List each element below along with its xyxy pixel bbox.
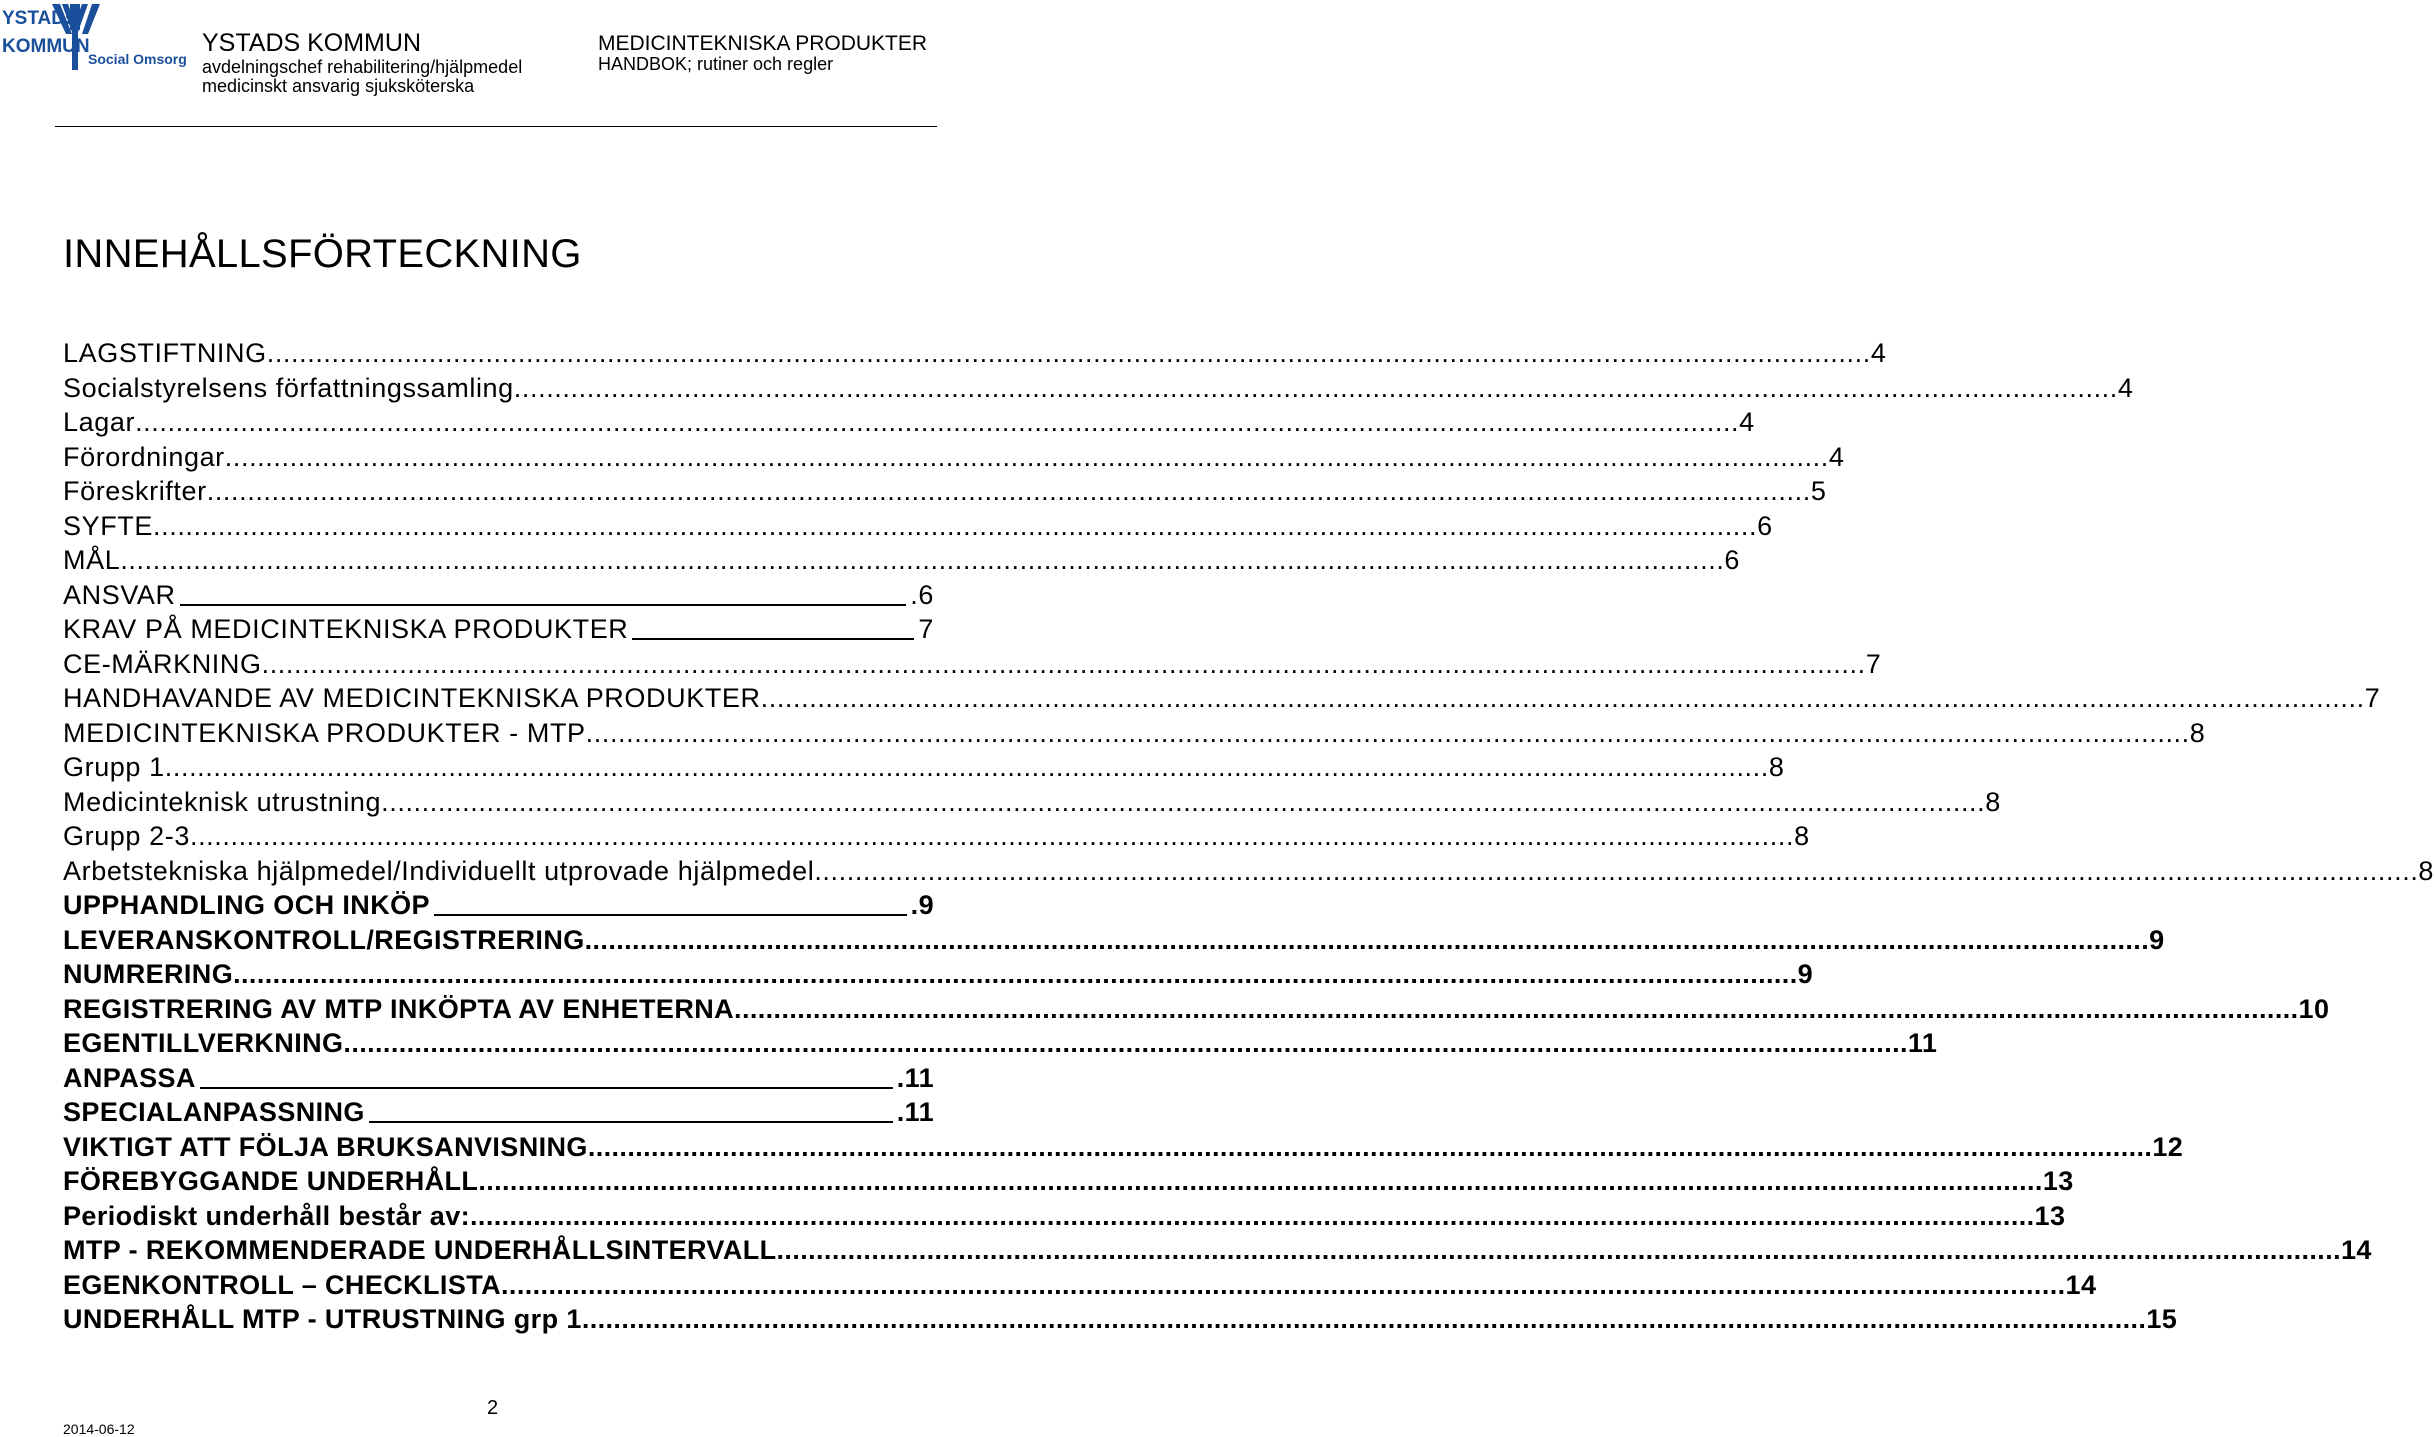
toc-entry-leader: [585, 925, 2150, 956]
toc-entry-page: 15: [2146, 1304, 2178, 1334]
toc-entry-leader: [200, 1063, 893, 1089]
org-name: YSTADS KOMMUN: [202, 29, 421, 57]
toc-entry-page: 9: [2149, 924, 2165, 955]
toc-entry-leader: [632, 614, 914, 640]
toc-entry-leader: [262, 649, 1866, 680]
role-line-1: avdelningschef rehabilitering/hjälpmedel: [202, 56, 523, 77]
toc-entry-leader: [501, 1270, 2066, 1301]
toc-entry-label: HANDHAVANDE AV MEDICINTEKNISKA PRODUKTER: [63, 683, 761, 713]
toc-entry-leader: [233, 959, 1798, 990]
table-of-contents: [63, 338, 2434, 1339]
header-divider: [55, 126, 937, 127]
toc-entry-page: 9: [1797, 959, 1814, 989]
toc-entry-leader: [777, 1235, 2342, 1266]
toc-entry-leader: [514, 373, 2118, 404]
toc-entry-label: FÖREBYGGANDE UNDERHÅLL: [63, 1166, 479, 1196]
toc-entry[interactable]: [63, 510, 1773, 546]
toc-title: INNEHÅLLSFÖRTECKNING: [63, 232, 582, 276]
toc-entry[interactable]: [63, 993, 2330, 1029]
toc-entry-leader: [734, 994, 2299, 1025]
toc-entry-label: REGISTRERING AV MTP INKÖPTA AV ENHETERNA: [63, 993, 735, 1024]
toc-entry[interactable]: [63, 683, 2381, 718]
toc-entry-page: 4: [1739, 407, 1755, 437]
logo-dept-text: Social Omsorg: [88, 51, 187, 67]
toc-entry-page: 6: [1724, 545, 1741, 575]
toc-entry[interactable]: [63, 890, 934, 925]
ystad-kommun-logo: [0, 0, 187, 76]
toc-entry[interactable]: [63, 1304, 2178, 1339]
role-line-2: medicinskt ansvarig sjuksköterska: [202, 76, 475, 97]
toc-entry[interactable]: [63, 924, 2165, 960]
toc-entry[interactable]: [63, 476, 1827, 511]
toc-entry[interactable]: [63, 1063, 934, 1098]
toc-entry-leader: [814, 856, 2418, 887]
toc-entry[interactable]: [63, 786, 2001, 822]
toc-entry-label: Förordningar: [63, 441, 225, 472]
toc-entry-page: 14: [2341, 1235, 2372, 1265]
toc-entry-leader: [761, 683, 2365, 714]
toc-entry-label: EGENTILLVERKNING: [63, 1028, 344, 1058]
logo-text-bottom: KOMMUN: [2, 36, 90, 57]
toc-entry-label: Socialstyrelsens författningssamling: [63, 372, 514, 403]
toc-entry-page: 8: [2418, 855, 2434, 886]
toc-entry-leader: [588, 1132, 2153, 1163]
toc-entry-label: LEVERANSKONTROLL/REGISTRERING: [63, 924, 585, 955]
toc-entry-leader: [135, 407, 1739, 438]
toc-entry-page: .11: [896, 1097, 934, 1127]
toc-entry-page: 8: [1768, 752, 1785, 782]
toc-entry-page: 12: [2152, 1131, 2184, 1162]
toc-entry-label: ANSVAR: [63, 579, 176, 610]
toc-entry[interactable]: [63, 580, 934, 615]
toc-entry-page: 5: [1810, 476, 1827, 506]
toc-entry-page: 4: [2117, 372, 2134, 403]
toc-entry-leader: [180, 580, 907, 606]
toc-entry-label: EGENKONTROLL – CHECKLISTA: [63, 1269, 502, 1300]
toc-entry[interactable]: [63, 441, 1845, 477]
toc-entry-page: 8: [2189, 717, 2206, 748]
toc-entry[interactable]: [63, 1200, 2066, 1236]
toc-entry-page: 7: [2364, 683, 2381, 713]
toc-entry-leader: [153, 511, 1757, 542]
toc-entry-page: 14: [2065, 1269, 2097, 1300]
toc-entry-leader: [207, 476, 1811, 507]
logo-text-top: YSTADs: [2, 8, 76, 29]
toc-entry[interactable]: [63, 372, 2134, 408]
footer-date: 2014-06-12: [63, 1421, 135, 1437]
toc-entry-page: 8: [1985, 786, 2001, 817]
toc-entry-label: Grupp 2-3: [63, 821, 190, 851]
toc-entry-leader: [470, 1201, 2035, 1232]
toc-entry-label: ANPASSA: [63, 1062, 196, 1093]
doc-title: MEDICINTEKNISKA PRODUKTER: [598, 32, 928, 55]
toc-entry-label: MTP - REKOMMENDERADE UNDERHÅLLSINTERVALL: [63, 1235, 777, 1265]
toc-entry-label: VIKTIGT ATT FÖLJA BRUKSANVISNING: [63, 1131, 588, 1162]
toc-entry-page: 13: [2034, 1200, 2066, 1231]
toc-entry[interactable]: [63, 717, 2206, 753]
toc-entry-page: 6: [1757, 510, 1773, 541]
toc-entry[interactable]: [63, 1131, 2184, 1167]
toc-entry[interactable]: [63, 959, 1814, 994]
toc-entry-label: Grupp 1: [63, 752, 165, 782]
toc-entry[interactable]: [63, 407, 1755, 442]
toc-entry[interactable]: [63, 1166, 2074, 1201]
toc-entry-page: .11: [896, 1062, 934, 1093]
toc-entry-label: CE-MÄRKNING: [63, 648, 262, 679]
toc-entry-leader: [267, 338, 1871, 369]
toc-entry-page: 7: [918, 614, 934, 644]
toc-entry-leader: [165, 752, 1769, 783]
toc-entry-page: 7: [1865, 648, 1882, 679]
toc-entry-page: 13: [2042, 1166, 2074, 1196]
toc-entry-leader: [478, 1166, 2043, 1197]
toc-entry-leader: [586, 718, 2190, 749]
page-number: 2: [487, 1397, 499, 1419]
toc-entry-page: 4: [1870, 338, 1887, 368]
toc-entry[interactable]: [63, 1235, 2372, 1270]
toc-entry-page: .9: [910, 890, 934, 920]
toc-entry-leader: [120, 545, 1724, 576]
toc-entry-page: 11: [1907, 1028, 1938, 1058]
toc-entry-page: 10: [2298, 993, 2330, 1024]
toc-entry-label: Medicinteknisk utrustning: [63, 786, 382, 817]
toc-entry-label: SPECIALANPASSNING: [63, 1097, 365, 1127]
toc-entry-label: SYFTE: [63, 510, 154, 541]
toc-entry-leader: [343, 1028, 1908, 1059]
toc-entry-label: MEDICINTEKNISKA PRODUKTER - MTP: [63, 717, 586, 748]
toc-entry-label: Periodiskt underhåll består av:: [63, 1200, 471, 1231]
doc-subtitle: HANDBOK; rutiner och regler: [598, 54, 834, 75]
toc-entry[interactable]: [63, 752, 1785, 787]
toc-entry[interactable]: [63, 1269, 2097, 1305]
toc-entry-label: Föreskrifter: [63, 476, 207, 506]
toc-entry[interactable]: [63, 821, 1810, 856]
toc-entry[interactable]: [63, 545, 1741, 580]
toc-entry-page: .6: [910, 579, 934, 610]
toc-entry-page: 8: [1794, 821, 1810, 851]
header-document: [598, 32, 927, 75]
toc-entry-label: LAGSTIFTNING: [63, 338, 267, 368]
toc-entry-page: 4: [1828, 441, 1845, 472]
toc-entry-label: NUMRERING: [63, 959, 234, 989]
toc-entry[interactable]: [63, 1097, 934, 1132]
toc-entry-label: MÅL: [63, 545, 121, 575]
toc-entry-label: UPPHANDLING OCH INKÖP: [63, 890, 430, 920]
toc-entry-leader: [225, 442, 1829, 473]
toc-entry[interactable]: [63, 855, 2434, 891]
toc-entry-label: Arbetstekniska hjälpmedel/Individuellt utprovade hjälpmedel: [63, 855, 815, 886]
toc-entry-label: Lagar: [63, 407, 136, 437]
toc-entry[interactable]: [63, 614, 934, 649]
toc-entry-leader: [434, 890, 907, 916]
header-organization: [202, 30, 522, 97]
toc-entry-leader: [582, 1304, 2147, 1335]
toc-entry-leader: [190, 821, 1794, 852]
toc-entry-leader: [381, 787, 1985, 818]
toc-entry-label: UNDERHÅLL MTP - UTRUSTNING grp 1: [63, 1304, 582, 1334]
toc-entry[interactable]: [63, 648, 1882, 684]
toc-entry[interactable]: [63, 1028, 1938, 1063]
toc-entry[interactable]: [63, 338, 1887, 373]
toc-entry-label: KRAV PÅ MEDICINTEKNISKA PRODUKTER: [63, 614, 629, 644]
toc-entry-leader: [369, 1097, 893, 1123]
